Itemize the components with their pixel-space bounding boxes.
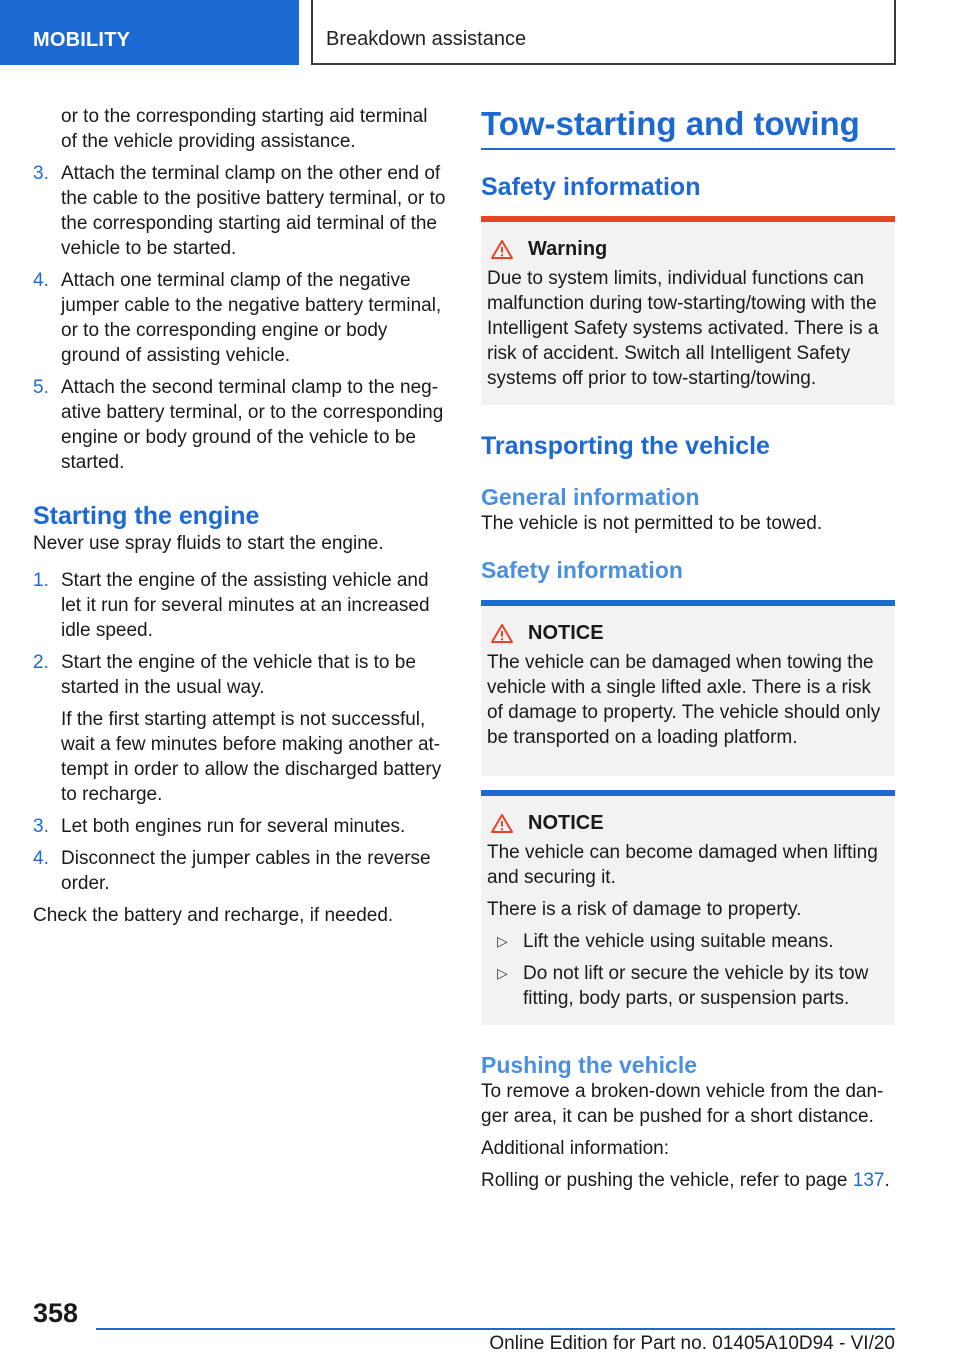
heading-starting-engine: Starting the engine <box>33 502 260 530</box>
heading-safety-information: Safety information <box>481 173 701 201</box>
step-number: 3. <box>33 816 49 837</box>
footer-divider <box>96 1328 895 1330</box>
pushing-text: To remove a broken-down vehicle from the dan‐ ger area, it can be pushed for a short distance. <box>481 1081 884 1127</box>
starting-intro: Never use spray fluids to start the engine. <box>33 533 384 554</box>
rolling-text: Rolling or pushing the vehicle, refer to page <box>481 1170 853 1191</box>
step-item <box>33 650 447 700</box>
notice-title: NOTICE <box>528 812 604 834</box>
step-text: Attach the terminal clamp on the other end of the cable to the positive battery terminal, or to the corresponding starting aid terminal of the vehicle to be started. <box>61 163 446 259</box>
warning-title-row <box>487 236 889 262</box>
notice-box <box>481 600 895 776</box>
right-column <box>481 104 895 1200</box>
triangle-right-icon: ▷ <box>497 933 508 949</box>
left-column <box>33 104 447 935</box>
step-text: Attach the second terminal clamp to the neg‐ ative battery terminal, or to the corresponding engine or body ground of the vehicle to be started. <box>61 377 444 473</box>
step-item <box>33 268 447 368</box>
bullet-item <box>487 961 889 1011</box>
additional-label: Additional information: <box>481 1138 669 1159</box>
warning-triangle-icon <box>490 813 514 834</box>
bullet-item <box>487 929 889 954</box>
rolling-reference <box>481 1168 895 1193</box>
step-number: 3. <box>33 163 49 184</box>
notice-text: The vehicle can be damaged when towing the vehicle with a single lifted axle. There is a risk of damage to property. The vehicle should only be transported on a loading platform. <box>487 652 881 748</box>
step-number: 4. <box>33 848 49 869</box>
step-text: Let both engines run for several minutes. <box>61 816 406 837</box>
bullet-text: Lift the vehicle using suitable means. <box>523 931 834 952</box>
step-item <box>33 375 447 475</box>
heading-pushing: Pushing the vehicle <box>481 1052 697 1078</box>
warning-box <box>481 216 895 405</box>
heading-tow-starting: Tow-starting and towing <box>481 104 895 150</box>
warning-title: Warning <box>528 238 608 260</box>
general-text: The vehicle is not permitted to be towed. <box>481 513 823 534</box>
warning-text: Due to system limits, individual functions can malfunction during tow-starting/towing with the Intelligent Safety systems activated. There is a risk of accident. Switch all Intelligent Safety systems off prior to tow-starting/towing. <box>487 268 879 389</box>
bullet-text: Do not lift or secure the vehicle by its tow fitting, body parts, or suspension parts. <box>523 963 869 1009</box>
heading-safety-sub: Safety information <box>481 557 683 583</box>
rolling-end: . <box>884 1170 890 1191</box>
warning-triangle-icon <box>490 623 514 644</box>
notice-title-row <box>487 620 889 646</box>
step-number: 4. <box>33 270 49 291</box>
step-continuation: or to the corresponding starting aid terminal of the vehicle providing assistance. <box>61 106 428 152</box>
step-item <box>33 568 447 643</box>
chapter-tab: MOBILITY <box>0 0 299 65</box>
heading-transporting: Transporting the vehicle <box>481 432 770 460</box>
step-number: 5. <box>33 377 49 398</box>
step-text: Start the engine of the assisting vehicle and let it run for several minutes at an increased idle speed. <box>61 570 430 641</box>
heading-general-information: General information <box>481 484 700 510</box>
notice-title-row <box>487 810 889 836</box>
step-number: 2. <box>33 652 49 673</box>
step-item <box>33 161 447 261</box>
closing-text: Check the battery and recharge, if needed. <box>33 905 394 926</box>
notice-box <box>481 790 895 1025</box>
step-item <box>33 814 447 839</box>
step-continuation: If the first starting attempt is not successful, wait a few minutes before making another at‐ tempt in order to allow the discharged battery to recharge. <box>61 709 442 805</box>
section-title: Breakdown assistance <box>311 0 896 65</box>
step-text: Attach one terminal clamp of the negative jumper cable to the negative battery terminal, or to the corresponding engine or body ground of assisting vehicle. <box>61 270 442 366</box>
notice-title: NOTICE <box>528 622 604 644</box>
notice-text: The vehicle can become damaged when lifting and securing it. <box>487 842 878 888</box>
step-text: Start the engine of the vehicle that is to be started in the usual way. <box>61 652 416 698</box>
step-number: 1. <box>33 570 49 591</box>
page-header <box>0 0 960 66</box>
step-text: Disconnect the jumper cables in the reverse order. <box>61 848 431 894</box>
page-number: 358 <box>33 1298 79 1328</box>
warning-triangle-icon <box>490 239 514 260</box>
notice-text: There is a risk of damage to property. <box>487 899 802 920</box>
triangle-right-icon: ▷ <box>497 965 508 981</box>
page-reference-link[interactable]: 137 <box>852 1170 885 1191</box>
step-item <box>33 846 447 896</box>
edition-text: Online Edition for Part no. 01405A10D94 - VI/20 <box>489 1333 895 1354</box>
